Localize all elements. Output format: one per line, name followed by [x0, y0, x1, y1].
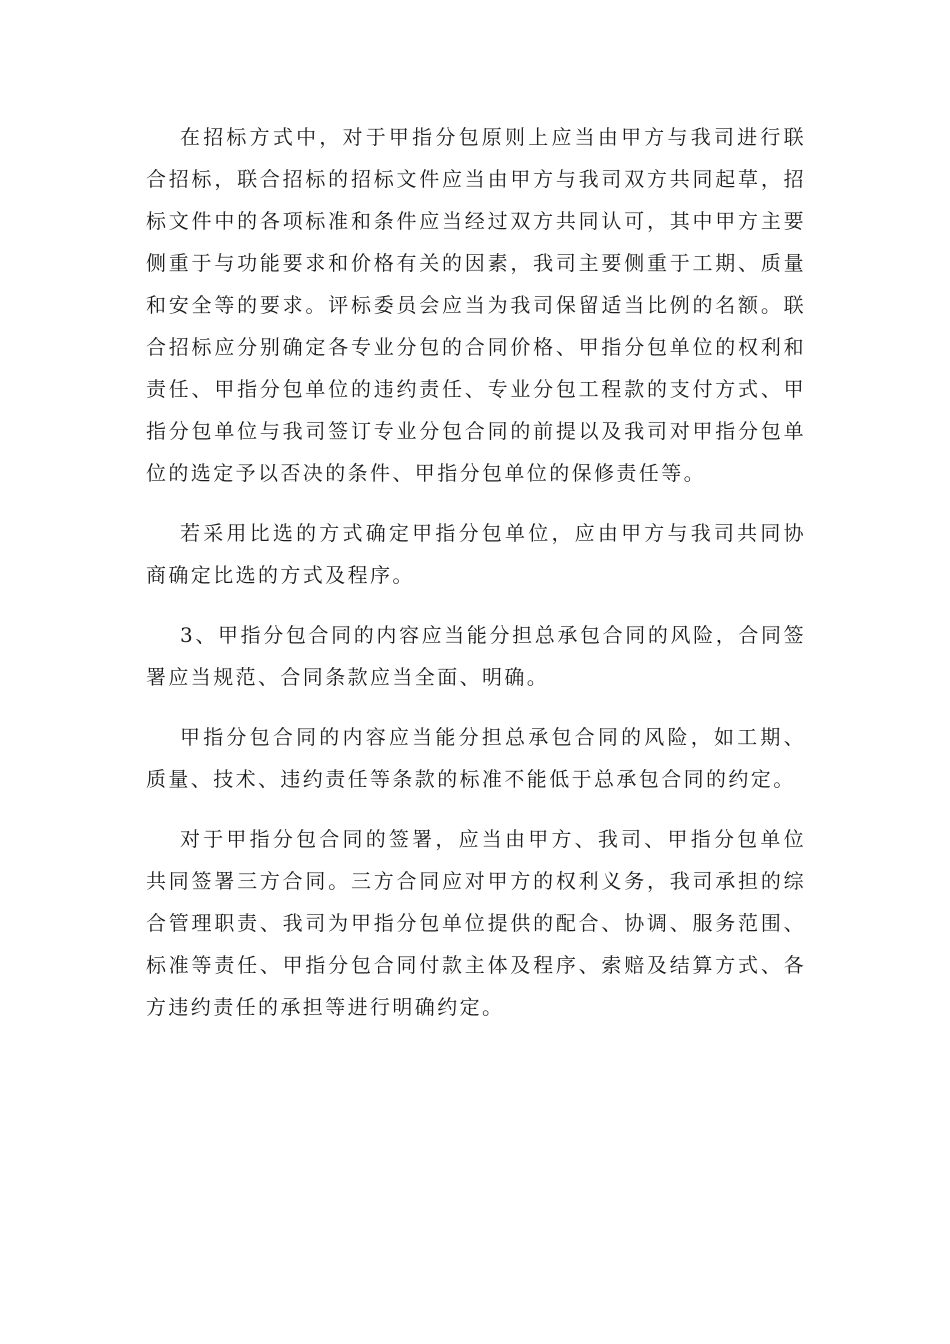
- paragraph-joint-tender: 在招标方式中，对于甲指分包原则上应当由甲方与我司进行联合招标，联合招标的招标文件应当由甲方与我司双方共同起草，招标文件中的各项标准和条件应当经过双方共同认可，其中甲方主要侧重于与功能要求和价格有关的因素，我司主要侧重于工期、质量和安全等的要求。评标委员会应当为我司保留适当比例的名额。联合招标应分别确定各专业分包的合同价格、甲指分包单位的权利和责任、甲指分包单位的违约责任、专业分包工程款的支付方式、甲指分包单位与我司签订专业分包合同的前提以及我司对甲指分包单位的选定予以否决的条件、甲指分包单位的保修责任等。: [146, 125, 806, 485]
- paragraph-section-3-heading: 3、甲指分包合同的内容应当能分担总承包合同的风险，合同签署应当规范、合同条款应当全面、明确。: [146, 623, 806, 689]
- document-body: [146, 116, 806, 1046]
- paragraph-comparison-selection: 若采用比选的方式确定甲指分包单位，应由甲方与我司共同协商确定比选的方式及程序。: [146, 521, 806, 587]
- paragraph-tripartite-contract: 对于甲指分包合同的签署，应当由甲方、我司、甲指分包单位共同签署三方合同。三方合同应对甲方的权利义务，我司承担的综合管理职责、我司为甲指分包单位提供的配合、协调、服务范围、标准等责任、甲指分包合同付款主体及程序、索赔及结算方式、各方违约责任的承担等进行明确约定。: [146, 827, 806, 1019]
- paragraph-contract-risk: 甲指分包合同的内容应当能分担总承包合同的风险，如工期、质量、技术、违约责任等条款的标准不能低于总承包合同的约定。: [146, 725, 806, 791]
